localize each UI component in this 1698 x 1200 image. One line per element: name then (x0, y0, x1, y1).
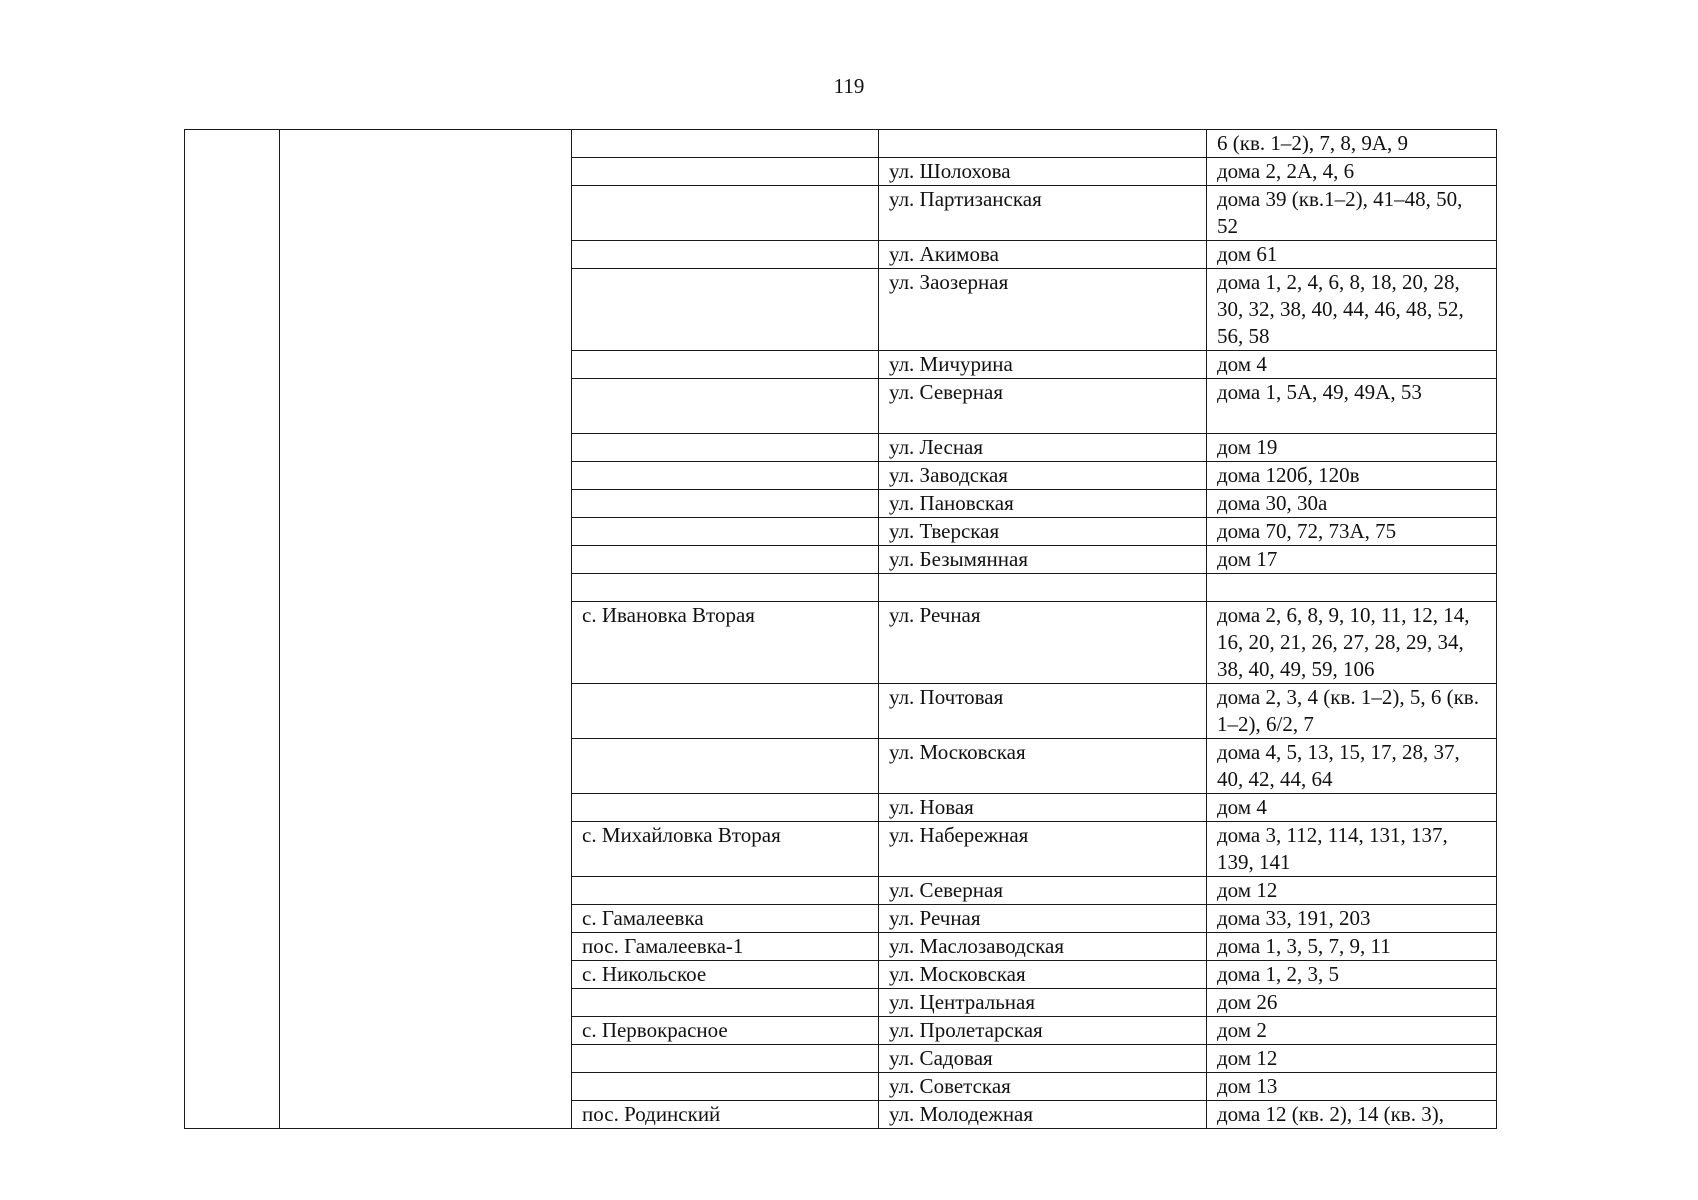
street-cell: ул. Речная (879, 602, 1207, 684)
settlement-cell (572, 241, 879, 269)
houses-cell: дома 1, 2, 4, 6, 8, 18, 20, 28, 30, 32, 38, 40, 44, 46, 48, 52, 56, 58 (1207, 269, 1497, 351)
houses-cell: дом 2 (1207, 1017, 1497, 1045)
settlement-cell: пос. Родинский (572, 1101, 879, 1129)
street-cell: ул. Акимова (879, 241, 1207, 269)
settlement-cell (572, 462, 879, 490)
houses-cell: дом 61 (1207, 241, 1497, 269)
settlement-cell (572, 684, 879, 739)
settlement-cell (572, 379, 879, 434)
street-cell: ул. Заозерная (879, 269, 1207, 351)
settlement-cell (572, 158, 879, 186)
settlement-cell (572, 269, 879, 351)
settlement-cell (572, 1073, 879, 1101)
address-table (184, 129, 1497, 1129)
settlement-cell (572, 1045, 879, 1073)
street-cell: ул. Северная (879, 877, 1207, 905)
houses-cell: дом 4 (1207, 351, 1497, 379)
street-cell: ул. Центральная (879, 989, 1207, 1017)
street-cell: ул. Лесная (879, 434, 1207, 462)
settlement-cell (572, 989, 879, 1017)
settlement-cell (572, 130, 879, 158)
settlement-cell: пос. Гамалеевка-1 (572, 933, 879, 961)
settlement-cell: с. Михайловка Вторая (572, 822, 879, 877)
street-cell: ул. Шолохова (879, 158, 1207, 186)
address-table-body (185, 130, 1497, 1129)
houses-cell: дом 26 (1207, 989, 1497, 1017)
houses-cell: дома 1, 2, 3, 5 (1207, 961, 1497, 989)
street-cell: ул. Московская (879, 739, 1207, 794)
houses-cell: дом 19 (1207, 434, 1497, 462)
houses-cell: дома 4, 5, 13, 15, 17, 28, 37, 40, 42, 44, 64 (1207, 739, 1497, 794)
settlement-cell (572, 546, 879, 574)
street-cell: ул. Заводская (879, 462, 1207, 490)
street-cell: ул. Советская (879, 1073, 1207, 1101)
settlement-cell (572, 739, 879, 794)
settlement-cell: с. Гамалеевка (572, 905, 879, 933)
street-cell: ул. Новая (879, 794, 1207, 822)
houses-cell: дома 3, 112, 114, 131, 137, 139, 141 (1207, 822, 1497, 877)
street-cell: ул. Речная (879, 905, 1207, 933)
street-cell: ул. Московская (879, 961, 1207, 989)
page-number: 119 (833, 74, 865, 98)
street-cell: ул. Садовая (879, 1045, 1207, 1073)
houses-cell: дом 13 (1207, 1073, 1497, 1101)
houses-cell: дом 4 (1207, 794, 1497, 822)
houses-cell: дома 2, 2А, 4, 6 (1207, 158, 1497, 186)
street-cell: ул. Безымянная (879, 546, 1207, 574)
houses-cell: дом 12 (1207, 877, 1497, 905)
settlement-cell (572, 351, 879, 379)
settlement-cell (572, 434, 879, 462)
settlement-cell (572, 518, 879, 546)
houses-cell: дома 39 (кв.1–2), 41–48, 50, 52 (1207, 186, 1497, 241)
settlement-cell (572, 877, 879, 905)
houses-cell: дом 12 (1207, 1045, 1497, 1073)
street-cell: ул. Мичурина (879, 351, 1207, 379)
settlement-cell (572, 186, 879, 241)
houses-cell: 6 (кв. 1–2), 7, 8, 9А, 9 (1207, 130, 1497, 158)
district-column-cell (280, 130, 572, 1129)
houses-cell (1207, 574, 1497, 602)
houses-cell: дома 33, 191, 203 (1207, 905, 1497, 933)
houses-cell: дома 1, 3, 5, 7, 9, 11 (1207, 933, 1497, 961)
houses-cell: дома 2, 3, 4 (кв. 1–2), 5, 6 (кв. 1–2), 6/2, 7 (1207, 684, 1497, 739)
street-cell: ул. Северная (879, 379, 1207, 434)
settlement-cell: с. Первокрасное (572, 1017, 879, 1045)
number-column-cell (185, 130, 280, 1129)
street-cell: ул. Тверская (879, 518, 1207, 546)
street-cell: ул. Набережная (879, 822, 1207, 877)
settlement-cell (572, 574, 879, 602)
street-cell: ул. Пролетарская (879, 1017, 1207, 1045)
street-cell: ул. Маслозаводская (879, 933, 1207, 961)
street-cell: ул. Партизанская (879, 186, 1207, 241)
houses-cell: дома 1, 5А, 49, 49А, 53 (1207, 379, 1497, 434)
table-row (185, 130, 1497, 158)
houses-cell: дома 12 (кв. 2), 14 (кв. 3), (1207, 1101, 1497, 1129)
houses-cell: дома 70, 72, 73А, 75 (1207, 518, 1497, 546)
street-cell (879, 130, 1207, 158)
settlement-cell: с. Ивановка Вторая (572, 602, 879, 684)
settlement-cell (572, 794, 879, 822)
houses-cell: дом 17 (1207, 546, 1497, 574)
houses-cell: дома 120б, 120в (1207, 462, 1497, 490)
houses-cell: дома 2, 6, 8, 9, 10, 11, 12, 14, 16, 20, 21, 26, 27, 28, 29, 34, 38, 40, 49, 59, 106 (1207, 602, 1497, 684)
settlement-cell: с. Никольское (572, 961, 879, 989)
street-cell: ул. Молодежная (879, 1101, 1207, 1129)
street-cell: ул. Почтовая (879, 684, 1207, 739)
settlement-cell (572, 490, 879, 518)
houses-cell: дома 30, 30а (1207, 490, 1497, 518)
street-cell (879, 574, 1207, 602)
street-cell: ул. Пановская (879, 490, 1207, 518)
